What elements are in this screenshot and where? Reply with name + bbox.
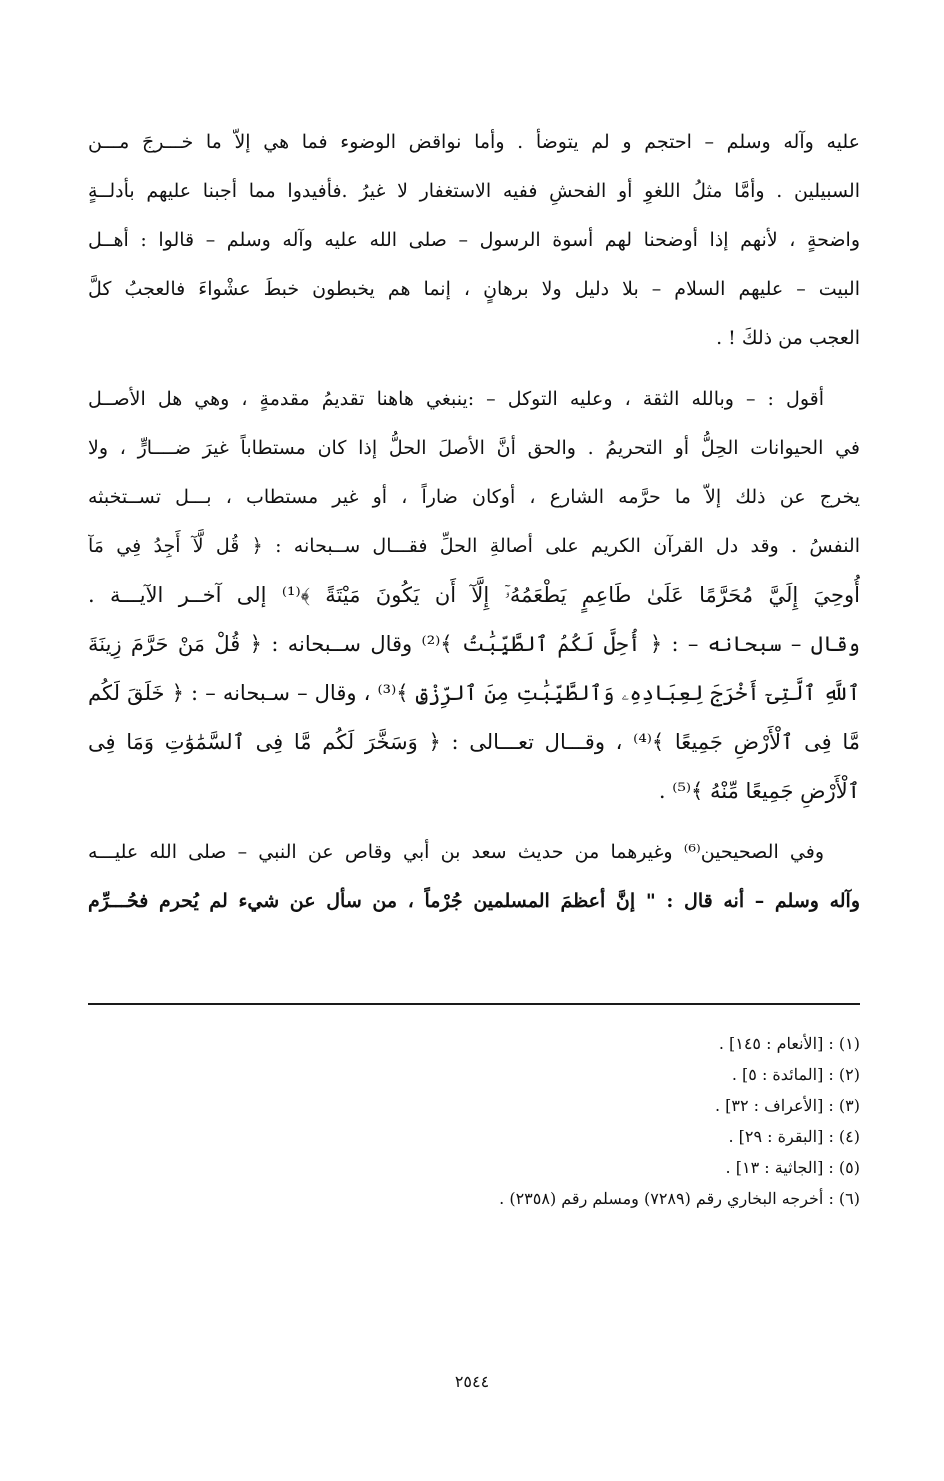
footnote-divider xyxy=(88,1003,860,1005)
text-line: وفي الصحيحين⁽⁶⁾ وغيرهما من حديث سعد بن أبي وقاص عن النبي – صلى الله عليـــه xyxy=(88,841,824,863)
text-line: واضحةٍ ، لأنهم إذا أوضحنا لهم أسوة الرسول – صلى الله عليه وآله وسلم – قالوا : أهــل xyxy=(88,229,860,251)
footnote: (٤) : [البقرة : ٢٩] . xyxy=(728,1127,860,1146)
footnotes xyxy=(300,1028,860,1214)
text-line: يخرج عن ذلك إلاّ ما حرَّمه الشارع ، أوكان ضاراً ، أو غير مستطاب ، بـــل تســتخبثه xyxy=(88,486,860,508)
footnote: (١) : [الأنعام : ١٤٥] . xyxy=(718,1034,860,1053)
text-line: السبيلين . وأمَّا مثلُ اللغوِ أو الفحشِ ففيه الاستغفار لا غيرُ .فأفيدوا مما أجبنا عليهم بأدلــةٍ xyxy=(88,180,860,202)
text-line: عليه وآله وسلم – احتجم و لم يتوضأ . وأما نواقض الوضوء فما هي إلاّ ما خـــرجَ مـــن xyxy=(88,131,860,153)
text-line: في الحيوانات الحِلُّ أو التحريمُ . والحق أنَّ الأصلَ الحلُّ إذا كان مستطاباً غيرَ ضــــارٍّ ، ولا xyxy=(88,437,860,459)
page-number: ٢٥٤٤ xyxy=(454,1372,490,1391)
footnote: (٥) : [الجاثية : ١٣] . xyxy=(725,1158,860,1177)
footnote: (٢) : [المائدة : ٥] . xyxy=(731,1065,860,1084)
quran-line: وقال – سبحانه – : ﴿ أُحِلَّ لَكُمُ ٱلطَّيِّبَٰتُ ﴾⁽²⁾ وقال ســبحانه : ﴿ قُلْ مَنْ حَرَّمَ زِينَةَ xyxy=(88,632,860,656)
text-line: العجب من ذلكَ ! . xyxy=(716,327,860,349)
text-line: النفسُ . وقد دل القرآن الكريم على أصالةِ الحلِّ فقـــال ســبحانه : ﴿ قُل لَّآ أَجِدُ فِي مَآ xyxy=(88,535,860,557)
text-line: أقول : – وبالله الثقة ، وعليه التوكل – :ينبغي هاهنا تقديمُ مقدمةٍ ، وهي هل الأصــل xyxy=(88,388,824,410)
quran-line: مَّا فِى ٱلْأَرْضِ جَمِيعًا ﴾⁽⁴⁾ ، وقـــال تعـــالى : ﴿ وَسَخَّرَ لَكُم مَّا فِى ٱلسَّمَٰوَٰتِ وَمَا فِى xyxy=(88,730,860,754)
main-text xyxy=(88,118,860,926)
paragraph-gap xyxy=(88,816,860,828)
text-line: البيت – عليهم السلام – بلا دليل ولا برهانٍ ، إنما هم يخبطون خبطَ عشْواءَ فالعجبُ كلَّ xyxy=(88,278,860,300)
footnote: (٦) : أخرجه البخاري رقم (٧٢٨٩) ومسلم رقم (٢٣٥٨) . xyxy=(499,1189,860,1208)
quran-line: أُوحِيَ إِلَيَّ مُحَرَّمًا عَلَىٰ طَاعِمٍ يَطْعَمُهُۥٓ إِلَّآ أَن يَكُونَ مَيْتَةً ﴾⁽¹⁾ إلى آخــر الآيـــة . xyxy=(88,583,860,607)
quran-line: ٱلْأَرْضِ جَمِيعًا مِّنْهُ ﴾⁽⁵⁾ . xyxy=(658,779,860,803)
quran-line: ٱللَّهِ ٱلَّتِىٓ أَخْرَجَ لِعِبَادِهِۦ وَٱلطَّيِّبَٰتِ مِنَ ٱلرِّزْقِ ﴾⁽³⁾ ، وقال – سـبحانه – : ﴿ خَلَقَ لَكُم xyxy=(88,681,860,705)
footnote: (٣) : [الأعراف : ٣٢] . xyxy=(714,1096,860,1115)
paragraph-gap xyxy=(88,363,860,375)
hadith-line: وآله وسلم – أنه قال : " إنَّ أعظمَ المسلمين جُرْماً ، من سأل عن شيء لم يُحرم فحُـــرِّم xyxy=(88,890,860,912)
